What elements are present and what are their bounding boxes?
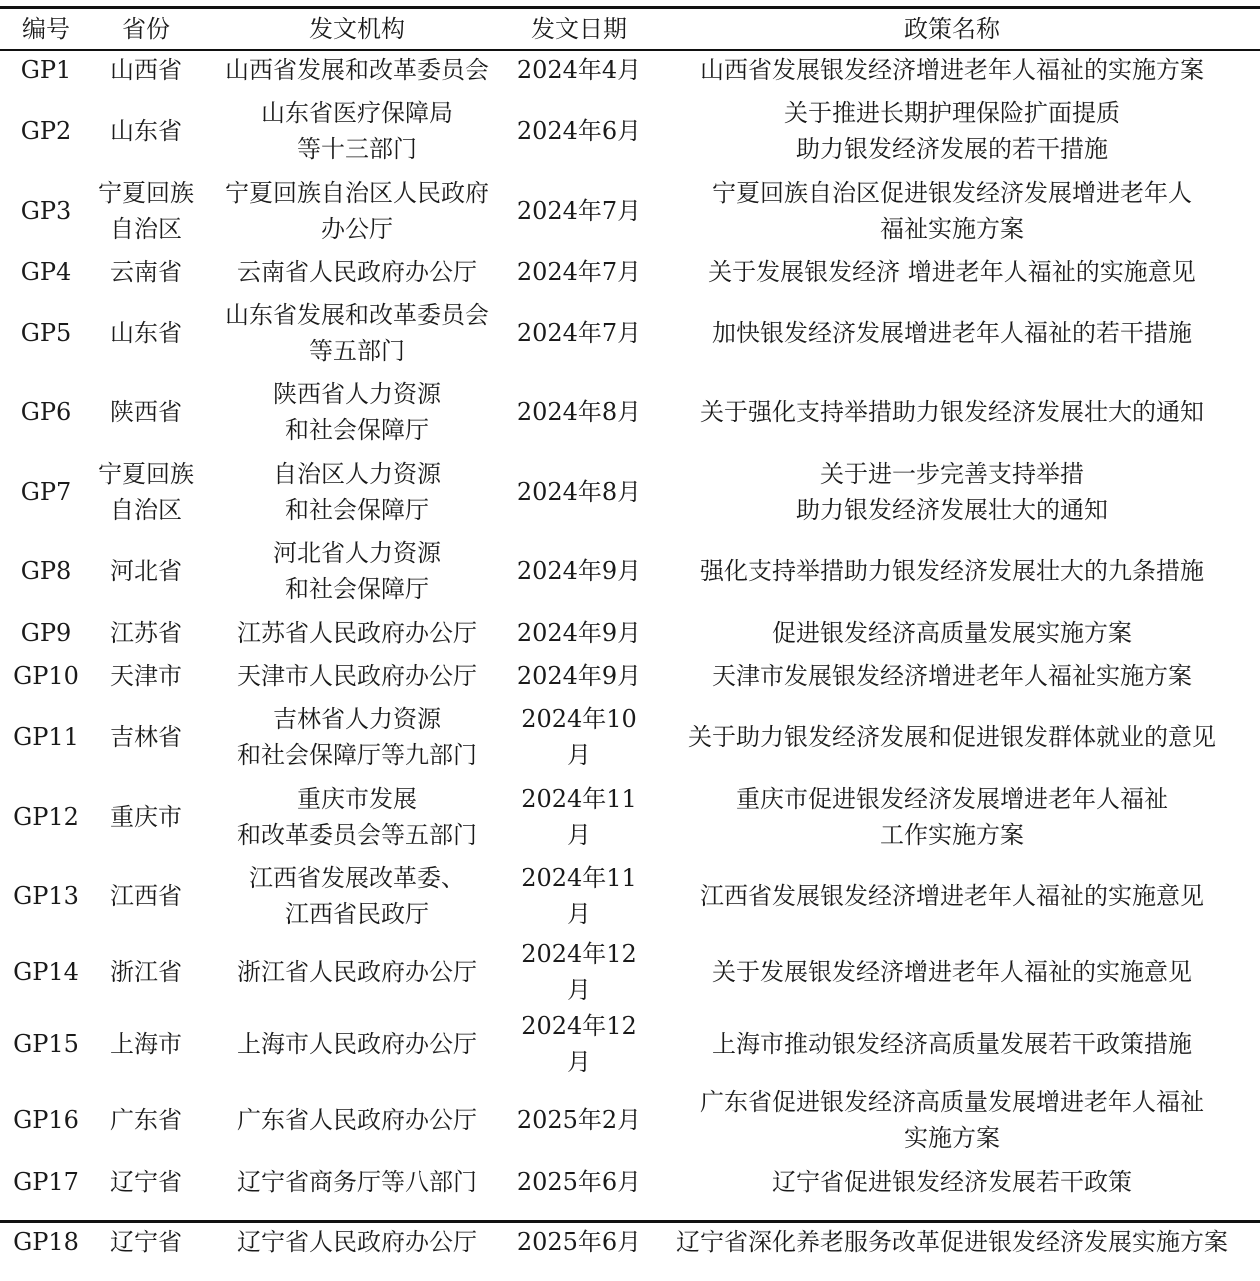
cell-agency: 天津市人民政府办公厅 xyxy=(237,661,477,690)
cell-date: 2025年6月 xyxy=(516,1167,642,1196)
cell-agency: 辽宁省商务厅等八部门 xyxy=(237,1167,477,1196)
cell-province: 浙江省 xyxy=(110,958,182,986)
cell-id: GP6 xyxy=(20,398,72,426)
policy-table xyxy=(0,10,1260,1281)
cell-province: 广东省 xyxy=(110,1106,182,1134)
cell-agency: 重庆市发展 和改革委员会等五部门 xyxy=(237,784,477,849)
cell-id: GP11 xyxy=(13,723,79,751)
cell-policy-name: 促进银发经济高质量发展实施方案 xyxy=(772,618,1132,647)
cell-id: GP15 xyxy=(13,1030,79,1058)
cell-id: GP2 xyxy=(20,117,72,145)
cell-id: GP12 xyxy=(13,802,79,831)
cell-date: 2024年6月 xyxy=(516,117,642,145)
cell-id: GP17 xyxy=(13,1167,79,1196)
cell-policy-name: 加快银发经济发展增进老年人福祉的若干措施 xyxy=(712,318,1192,347)
cell-date: 2025年6月 xyxy=(516,1228,642,1256)
header-policy-name: 政策名称 xyxy=(904,15,1000,43)
cell-policy-name: 关于发展银发经济增进老年人福祉的实施意见 xyxy=(712,958,1192,986)
cell-policy-name: 关于进一步完善支持举措 助力银发经济发展壮大的通知 xyxy=(796,459,1108,524)
cell-province: 辽宁省 xyxy=(110,1167,182,1196)
table-row xyxy=(0,936,1260,1008)
cell-date: 2024年8月 xyxy=(516,477,642,506)
table-row xyxy=(0,250,1260,293)
cell-date: 2024年7月 xyxy=(516,257,642,286)
cell-date: 2025年2月 xyxy=(516,1106,642,1134)
cell-id: GP13 xyxy=(13,882,79,910)
cell-policy-name: 天津市发展银发经济增进老年人福祉实施方案 xyxy=(712,661,1192,690)
cell-id: GP5 xyxy=(20,318,72,347)
cell-policy-name: 关于发展银发经济 增进老年人福祉的实施意见 xyxy=(708,257,1196,286)
cell-province: 江西省 xyxy=(110,882,182,910)
cell-id: GP3 xyxy=(20,196,72,225)
cell-province: 河北省 xyxy=(110,557,182,585)
cell-agency: 云南省人民政府办公厅 xyxy=(237,257,477,286)
cell-agency: 江苏省人民政府办公厅 xyxy=(237,618,477,647)
table-row xyxy=(0,697,1260,777)
cell-agency: 宁夏回族自治区人民政府 办公厅 xyxy=(225,178,489,243)
table-row xyxy=(0,372,1260,452)
cell-date: 2024年11月 xyxy=(521,864,637,928)
cell-date: 2024年12月 xyxy=(521,1012,637,1076)
cell-agency: 河北省人力资源 和社会保障厅 xyxy=(273,539,441,603)
cell-province: 山东省 xyxy=(110,117,182,145)
table-row xyxy=(0,654,1260,697)
cell-province: 江苏省 xyxy=(110,618,182,647)
cell-agency: 浙江省人民政府办公厅 xyxy=(237,958,477,986)
cell-date: 2024年9月 xyxy=(516,557,642,585)
cell-policy-name: 强化支持举措助力银发经济发展壮大的九条措施 xyxy=(700,557,1204,585)
cell-id: GP1 xyxy=(20,56,72,84)
table-row xyxy=(0,777,1260,856)
table-row xyxy=(0,1008,1260,1080)
cell-policy-name: 关于推进长期护理保险扩面提质 助力银发经济发展的若干措施 xyxy=(784,99,1120,163)
cell-date: 2024年4月 xyxy=(516,56,642,84)
cell-agency: 陕西省人力资源 和社会保障厅 xyxy=(273,380,441,444)
cell-date: 2024年12月 xyxy=(521,940,637,1004)
table-row xyxy=(0,1080,1260,1160)
cell-policy-name: 广东省促进银发经济高质量发展增进老年人福祉 实施方案 xyxy=(700,1088,1204,1152)
cell-province: 山东省 xyxy=(110,318,182,347)
cell-date: 2024年11月 xyxy=(521,784,637,849)
cell-date: 2024年7月 xyxy=(516,318,642,347)
cell-agency: 山东省医疗保障局 等十三部门 xyxy=(261,99,453,163)
header-id: 编号 xyxy=(22,15,70,43)
table-row xyxy=(0,49,1260,91)
cell-policy-name: 关于强化支持举措助力银发经济发展壮大的通知 xyxy=(700,398,1204,426)
cell-policy-name: 关于助力银发经济发展和促进银发群体就业的意见 xyxy=(688,723,1216,751)
header-province: 省份 xyxy=(122,15,170,43)
cell-agency: 上海市人民政府办公厅 xyxy=(237,1030,477,1058)
header-agency: 发文机构 xyxy=(309,15,405,43)
table-row xyxy=(0,531,1260,611)
cell-province: 辽宁省 xyxy=(110,1228,182,1256)
table-row xyxy=(0,611,1260,654)
cell-id: GP9 xyxy=(20,618,72,647)
cell-policy-name: 宁夏回族自治区促进银发经济发展增进老年人 福祉实施方案 xyxy=(712,178,1192,243)
cell-province: 陕西省 xyxy=(110,398,182,426)
cell-province: 上海市 xyxy=(110,1030,182,1058)
cell-date: 2024年8月 xyxy=(516,398,642,426)
cell-id: GP8 xyxy=(20,557,72,585)
cell-province: 云南省 xyxy=(110,257,182,286)
table-row xyxy=(0,856,1260,936)
table-row xyxy=(0,91,1260,171)
header-date: 发文日期 xyxy=(531,15,627,43)
table-row xyxy=(0,293,1260,372)
cell-date: 2024年10月 xyxy=(521,705,637,769)
table-top-rule xyxy=(0,6,1260,9)
cell-province: 山西省 xyxy=(110,56,182,84)
cell-policy-name: 上海市推动银发经济高质量发展若干政策措施 xyxy=(712,1030,1192,1058)
cell-policy-name: 山西省发展银发经济增进老年人福祉的实施方案 xyxy=(700,56,1204,84)
cell-province: 宁夏回族 自治区 xyxy=(98,178,194,243)
cell-province: 重庆市 xyxy=(110,802,182,831)
cell-province: 吉林省 xyxy=(110,723,182,751)
cell-id: GP18 xyxy=(13,1228,79,1256)
cell-id: GP14 xyxy=(13,958,79,986)
table-row xyxy=(0,1203,1260,1281)
cell-id: GP7 xyxy=(20,477,72,506)
cell-agency: 辽宁省人民政府办公厅 xyxy=(237,1228,477,1256)
cell-date: 2024年9月 xyxy=(516,618,642,647)
cell-id: GP16 xyxy=(13,1106,79,1134)
cell-id: GP10 xyxy=(13,661,79,690)
table-row xyxy=(0,171,1260,250)
cell-date: 2024年7月 xyxy=(516,196,642,225)
cell-id: GP4 xyxy=(20,257,72,286)
cell-province: 天津市 xyxy=(110,661,182,690)
cell-agency: 山东省发展和改革委员会 等五部门 xyxy=(225,300,489,365)
cell-policy-name: 辽宁省深化养老服务改革促进银发经济发展实施方案 xyxy=(676,1228,1228,1256)
table-header-row xyxy=(0,10,1260,49)
cell-agency: 吉林省人力资源 和社会保障厅等九部门 xyxy=(237,705,477,769)
table-row xyxy=(0,452,1260,531)
cell-agency: 广东省人民政府办公厅 xyxy=(237,1106,477,1134)
cell-policy-name: 辽宁省促进银发经济发展若干政策 xyxy=(772,1167,1132,1196)
cell-date: 2024年9月 xyxy=(516,661,642,690)
cell-agency: 山西省发展和改革委员会 xyxy=(225,56,489,84)
cell-agency: 自治区人力资源 和社会保障厅 xyxy=(273,459,441,524)
cell-province: 宁夏回族 自治区 xyxy=(98,459,194,524)
table-row xyxy=(0,1160,1260,1203)
cell-policy-name: 重庆市促进银发经济发展增进老年人福祉 工作实施方案 xyxy=(736,784,1168,849)
cell-policy-name: 江西省发展银发经济增进老年人福祉的实施意见 xyxy=(700,882,1204,910)
cell-agency: 江西省发展改革委、 江西省民政厅 xyxy=(249,864,465,928)
